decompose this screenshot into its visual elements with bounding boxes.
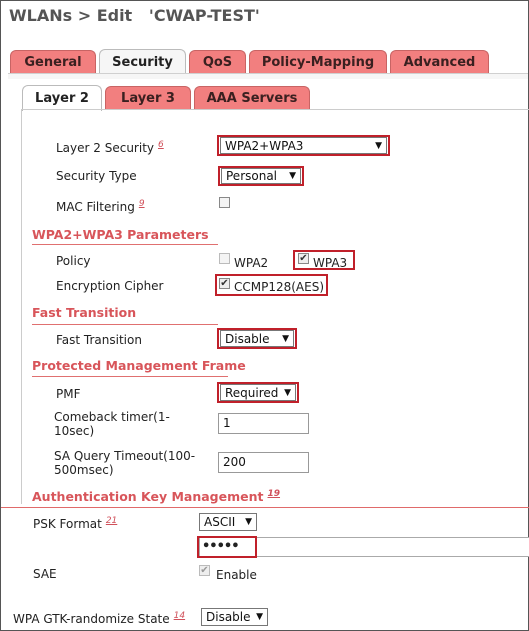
sae-enable-checkbox[interactable]: ✔ bbox=[200, 565, 209, 576]
akm-heading bbox=[32, 489, 280, 504]
page-title: WLANs > Edit 'CWAP-TEST' bbox=[9, 6, 260, 25]
tab-general[interactable]: General bbox=[10, 50, 96, 74]
psk-format-value: ASCII bbox=[204, 515, 236, 529]
mac-filtering-label bbox=[56, 199, 145, 214]
comeback-timer-input[interactable]: 1 bbox=[218, 413, 309, 434]
help-link[interactable]: 19 bbox=[267, 489, 281, 499]
layer2-security-select[interactable] bbox=[220, 137, 387, 154]
chevron-down-icon: ▼ bbox=[282, 333, 289, 344]
tab-security[interactable]: Security bbox=[99, 49, 186, 75]
sae-enable-label: Enable bbox=[216, 568, 257, 582]
pmf-heading: Protected Management Frame bbox=[32, 358, 246, 373]
sa-query-label-line1: SA Query Timeout(100- bbox=[54, 449, 196, 463]
wpa-params-heading: WPA2+WPA3 Parameters bbox=[32, 227, 209, 242]
gtk-randomize-value: Disable bbox=[206, 610, 251, 624]
akm-heading-text: Authentication Key Management bbox=[32, 489, 264, 505]
psk-format-select[interactable] bbox=[199, 513, 257, 531]
help-link[interactable]: 9 bbox=[138, 199, 145, 209]
comeback-timer-label-line1: Comeback timer(1- bbox=[54, 410, 170, 424]
security-type-select[interactable] bbox=[221, 168, 301, 184]
pmf-label: PMF bbox=[56, 387, 81, 401]
sa-query-label-line2: 500msec) bbox=[54, 463, 114, 477]
tab-layer3[interactable]: Layer 3 bbox=[105, 86, 191, 110]
wpa3-checkbox[interactable]: ✔ bbox=[299, 253, 308, 264]
ccmp128-checkbox[interactable]: ✔ bbox=[220, 278, 229, 289]
tab-band bbox=[8, 73, 528, 79]
layer2-security-value: WPA2+WPA3 bbox=[225, 138, 304, 153]
fast-transition-value: Disable bbox=[225, 331, 270, 346]
security-type-label: Security Type bbox=[56, 169, 137, 183]
help-link[interactable]: 21 bbox=[105, 516, 118, 526]
layer2-security-text: Layer 2 Security bbox=[56, 141, 154, 155]
security-type-value: Personal bbox=[226, 169, 278, 183]
chevron-down-icon: ▼ bbox=[289, 171, 296, 181]
chevron-down-icon: ▼ bbox=[245, 517, 252, 527]
gtk-randomize-select[interactable] bbox=[201, 608, 268, 626]
tab-aaa-servers[interactable]: AAA Servers bbox=[194, 86, 310, 110]
fast-transition-label: Fast Transition bbox=[56, 333, 142, 347]
psk-format-label bbox=[33, 516, 117, 531]
panel-left-border bbox=[21, 109, 22, 504]
chevron-down-icon: ▼ bbox=[375, 140, 382, 151]
mac-filtering-text: MAC Filtering bbox=[56, 200, 135, 214]
help-link[interactable]: 14 bbox=[173, 611, 186, 621]
wpa2-label: WPA2 bbox=[234, 256, 269, 270]
encryption-cipher-label: Encryption Cipher bbox=[56, 279, 164, 293]
sa-query-timeout-label bbox=[54, 449, 195, 477]
tab-policy-mapping[interactable]: Policy-Mapping bbox=[249, 50, 387, 74]
fast-transition-select[interactable] bbox=[220, 330, 294, 347]
pmf-select[interactable] bbox=[220, 384, 296, 401]
tab-advanced[interactable]: Advanced bbox=[390, 50, 489, 74]
tab-layer2[interactable]: Layer 2 bbox=[22, 85, 102, 111]
section-divider bbox=[32, 324, 218, 325]
pmf-value: Required bbox=[225, 385, 279, 400]
psk-password-input[interactable]: ••••• bbox=[202, 539, 239, 554]
tab-qos[interactable]: QoS bbox=[189, 50, 246, 74]
gtk-randomize-text: WPA GTK-randomize State bbox=[13, 612, 170, 626]
policy-label: Policy bbox=[56, 254, 91, 268]
psk-format-text: PSK Format bbox=[33, 517, 102, 531]
mac-filtering-checkbox[interactable] bbox=[219, 197, 230, 208]
comeback-timer-label-line2: 10sec) bbox=[54, 424, 95, 438]
comeback-timer-label bbox=[54, 410, 170, 438]
sa-query-timeout-input[interactable]: 200 bbox=[218, 452, 309, 473]
layer2-security-label bbox=[56, 140, 164, 155]
help-link[interactable]: 6 bbox=[158, 140, 164, 150]
gtk-randomize-label bbox=[13, 611, 185, 626]
chevron-down-icon: ▼ bbox=[284, 387, 291, 398]
panel-border bbox=[21, 109, 529, 110]
sae-label: SAE bbox=[33, 567, 57, 581]
fast-transition-heading: Fast Transition bbox=[32, 305, 137, 320]
section-cut-divider bbox=[1, 507, 529, 508]
chevron-down-icon: ▼ bbox=[256, 612, 263, 622]
wpa2-checkbox[interactable] bbox=[219, 253, 230, 264]
section-divider bbox=[32, 244, 218, 245]
section-divider bbox=[32, 376, 228, 377]
wpa3-label: WPA3 bbox=[313, 256, 348, 270]
ccmp128-label: CCMP128(AES) bbox=[234, 280, 325, 294]
